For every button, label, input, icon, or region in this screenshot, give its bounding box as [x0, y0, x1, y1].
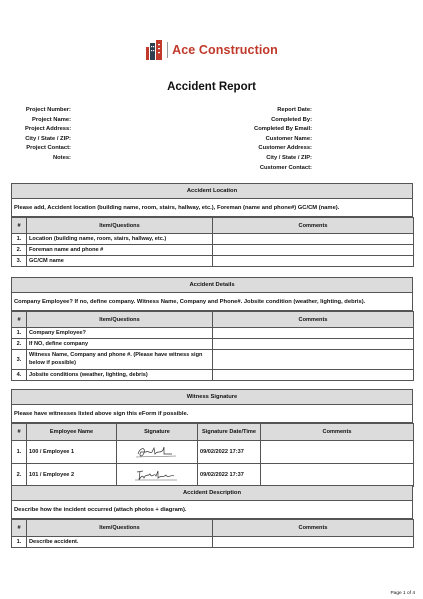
row-question: Witness Name, Company and phone #. (Please have witness sign below if possible): [27, 350, 213, 370]
comment-cell[interactable]: [213, 370, 414, 381]
info-label: Notes:: [52, 154, 71, 161]
employee-name: 100 / Employee 1: [27, 441, 117, 464]
info-label: Project Address:: [25, 126, 72, 133]
info-label: Customer Address:: [258, 145, 312, 152]
column-header: Item/Questions: [27, 312, 213, 328]
witness-signature-section: [11, 389, 413, 487]
column-header: #: [12, 218, 27, 234]
brand-name: Ace Construction: [172, 43, 278, 57]
row-number: 3.: [12, 256, 27, 267]
column-header: Item/Questions: [27, 218, 213, 234]
signature-cell: [117, 464, 198, 487]
table-row: [12, 328, 414, 339]
section-description: Please add, Accident location (building name, room, stairs, hallway, etc.), Foreman (name and phone#) GC/CM (name).: [11, 199, 413, 217]
accident-description-table: [11, 519, 414, 548]
comment-cell[interactable]: [213, 256, 414, 267]
section-heading: Witness Signature: [11, 389, 413, 405]
accident-location-section: [11, 183, 413, 267]
row-number: 1.: [12, 328, 27, 339]
row-number: 1.: [12, 441, 27, 464]
row-question: Company Employee?: [27, 328, 213, 339]
signature-image: [132, 444, 182, 460]
comment-cell[interactable]: [261, 464, 414, 487]
row-number: 2.: [12, 464, 27, 487]
column-header: Comments: [213, 218, 414, 234]
row-number: 4.: [12, 370, 27, 381]
table-row: [12, 234, 414, 245]
table-row: [12, 256, 414, 267]
column-header: Comments: [213, 312, 414, 328]
column-header: Item/Questions: [27, 520, 213, 537]
accident-details-section: [11, 277, 413, 381]
accident-description-section: [11, 485, 413, 548]
comment-cell[interactable]: [213, 537, 414, 548]
logo-divider: [167, 42, 168, 58]
employee-name: 101 / Employee 2: [27, 464, 117, 487]
building-logo-icon: [145, 39, 163, 61]
info-label: Completed By Email:: [254, 126, 312, 133]
signature-datetime: 09/02/2022 17:37: [198, 441, 261, 464]
column-header: Signature Date/Time: [198, 424, 261, 441]
info-label: Completed By:: [271, 116, 312, 123]
row-number: 3.: [12, 350, 27, 370]
table-row: [12, 464, 414, 487]
signature-datetime: 09/02/2022 17:37: [198, 464, 261, 487]
column-header: Comments: [213, 520, 414, 537]
column-header: #: [12, 520, 27, 537]
accident-details-table: [11, 311, 414, 381]
comment-cell[interactable]: [213, 245, 414, 256]
column-header: Comments: [261, 424, 414, 441]
row-question: Describe accident.: [27, 537, 213, 548]
table-row: [12, 537, 414, 548]
witness-signature-table: [11, 423, 414, 487]
row-number: 1.: [12, 234, 27, 245]
table-row: [12, 350, 414, 370]
info-label: City / State / ZIP:: [266, 154, 312, 161]
section-heading: Accident Details: [11, 277, 413, 293]
row-number: 2.: [12, 245, 27, 256]
info-label: Project Number:: [25, 107, 71, 113]
column-header: #: [12, 312, 27, 328]
table-row: [12, 370, 414, 381]
comment-cell[interactable]: [261, 441, 414, 464]
info-label: Customer Contact:: [259, 164, 312, 171]
info-label: Customer Name:: [265, 135, 312, 142]
page-number: Page 1 of 4: [390, 591, 415, 596]
table-row: [12, 339, 414, 350]
comment-cell[interactable]: [213, 339, 414, 350]
column-header: Employee Name: [27, 424, 117, 441]
row-number: 1.: [12, 537, 27, 548]
project-info-left: [25, 106, 71, 164]
section-description: Please have witnesses listed above sign this eForm if possible.: [11, 405, 413, 423]
comment-cell[interactable]: [213, 328, 414, 339]
company-logo: [0, 36, 423, 64]
row-question: Jobsite conditions (weather, lighting, debris): [27, 370, 213, 381]
info-label: Project Contact:: [26, 145, 71, 152]
info-label: Report Date:: [277, 107, 312, 113]
signature-cell: [117, 441, 198, 464]
table-row: [12, 245, 414, 256]
accident-location-table: [11, 217, 414, 267]
section-description: Describe how the incident occurred (attach photos + diagram).: [11, 501, 413, 519]
column-header: Signature: [117, 424, 198, 441]
page-title: Accident Report: [167, 81, 256, 93]
info-label: City / State / ZIP:: [25, 135, 71, 142]
signature-image: [132, 467, 182, 483]
row-question: GC/CM name: [27, 256, 213, 267]
row-number: 2.: [12, 339, 27, 350]
comment-cell[interactable]: [213, 350, 414, 370]
comment-cell[interactable]: [213, 234, 414, 245]
column-header: #: [12, 424, 27, 441]
section-heading: Accident Location: [11, 183, 413, 199]
info-label: Project Name:: [32, 116, 71, 123]
section-description: Company Employee? If no, define company. Witness Name, Company and Phone#. Jobsite condition (weather, lighting, debris).: [11, 293, 413, 311]
section-heading: Accident Description: [11, 485, 413, 501]
row-question: Foreman name and phone #: [27, 245, 213, 256]
table-row: [12, 441, 414, 464]
row-question: Location (building name, room, stairs, hallway, etc.): [27, 234, 213, 245]
row-question: If NO, define company: [27, 339, 213, 350]
project-info-right: [220, 106, 312, 173]
